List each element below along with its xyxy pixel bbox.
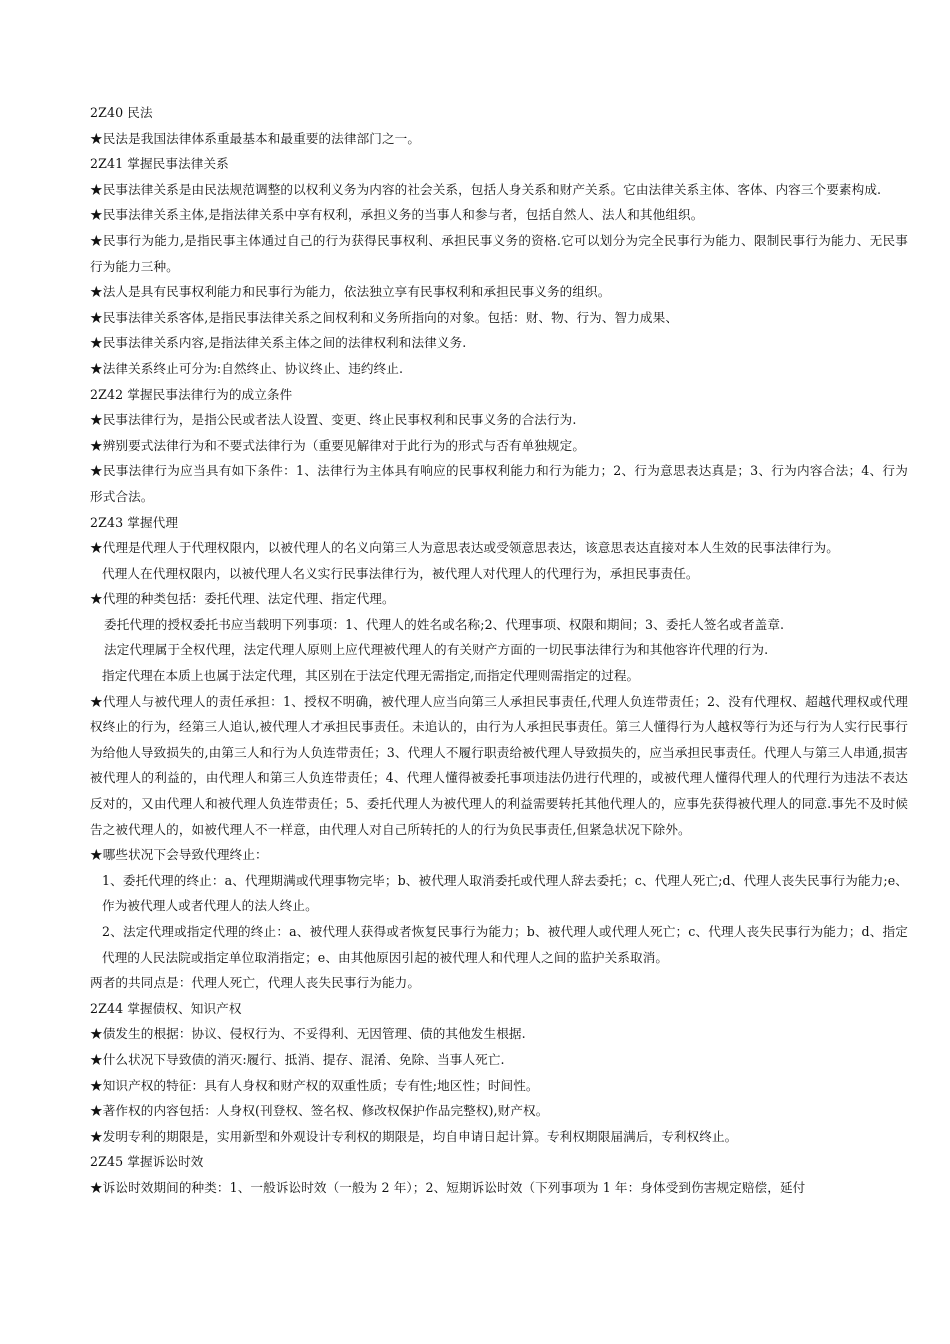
paragraph: ★民事法律关系主体,是指法律关系中享有权利，承担义务的当事人和参与者，包括自然人、法人和其他组织。 <box>90 207 704 223</box>
paragraph: 2、法定代理或指定代理的终止：a、被代理人获得或者恢复民事行为能力；b、被代理人或代理人死亡；c、代理人丧失民事行为能力；d、指定代理的人民法院或指定单位取消指定；e、由其他原因引起的被代理人和代理人之间的监护关系取消。 <box>102 924 908 965</box>
paragraph: ★诉讼时效期间的种类：1、一般诉讼时效（一般为 2 年）；2、短期诉讼时效（下列事项为 1 年：身体受到伤害规定赔偿，延付 <box>90 1179 806 1195</box>
paragraph: ★什么状况下导致债的消灭:履行、抵消、提存、混淆、免除、当事人死亡. <box>90 1051 505 1067</box>
paragraph: ★发明专利的期限是，实用新型和外观设计专利权的期限是，均自申请日起计算。专利权期限届满后，专利权终止。 <box>90 1128 738 1144</box>
paragraph: 两者的共同点是：代理人死亡，代理人丧失民事行为能力。 <box>90 975 421 991</box>
paragraph: ★法律关系终止可分为:自然终止、协议终止、违约终止. <box>90 360 404 376</box>
paragraph: ★民法是我国法律体系重最基本和最重要的法律部门之一。 <box>90 130 421 146</box>
paragraph: 1、委托代理的终止：a、代理期满或代理事物完毕；b、被代理人取消委托或代理人辞去委托；c、代理人死亡;d、代理人丧失民事行为能力;e、作为被代理人或者代理人的法人终止。 <box>102 872 908 914</box>
paragraph: 法定代理属于全权代理，法定代理人原则上应代理被代理人的有关财产方面的一切民事法律行为和其他容许代理的行为. <box>104 642 769 658</box>
section-heading-2z45: 2Z45 掌握诉讼时效 <box>90 1154 204 1170</box>
section-heading-2z42: 2Z42 掌握民事法律行为的成立条件 <box>90 386 293 402</box>
paragraph: ★辨别要式法律行为和不要式法律行为（重要见解律对于此行为的形式与否有单独规定。 <box>90 437 586 453</box>
paragraph: ★民事法律关系客体,是指民事法律关系之间权利和义务所指向的对象。包括：财、物、行为、智力成果、 <box>90 309 679 325</box>
section-heading-2z44: 2Z44 掌握债权、知识产权 <box>90 1000 242 1016</box>
paragraph: ★债发生的根据：协议、侵权行为、不妥得利、无因管理、债的其他发生根据. <box>90 1026 526 1042</box>
paragraph: 代理人在代理权限内，以被代理人名义实行民事法律行为，被代理人对代理人的代理行为，承担民事责任。 <box>102 565 699 581</box>
paragraph: ★代理人与被代理人的责任承担：1、授权不明确，被代理人应当向第三人承担民事责任,代理人负连带责任；2、没有代理权、超越代理权或代理权终止的行为，经第三人追认,被代理人才承担民事责任。未追认的，由行为人承担民事责任。第三人懂得行为人越权等行为还与行为人实行民事行为给他人导致损失的,由第三人和行为人负连带责任；3、代理人不履行职责给被代理人导致损失的，应当承担民事责任。代理人与第三人串通,损害被代理人的利益的，由代理人和第三人负连带责任；4、代理人懂得被委托事项违法仍进行代理的，或被代理人懂得代理人的代理行为违法不表达反对的，又由代理人和被代理人负连带责任；5、委托代理人为被代理人的利益需要转托其他代理人的，应事先获得被代理人的同意.事先不及时候告之被代理人的，如被代理人不一样意，由代理人对自己所转托的人的行为负民事责任,但紧急状况下除外。 <box>90 693 908 837</box>
paragraph: ★代理的种类包括：委托代理、法定代理、指定代理。 <box>90 591 395 607</box>
paragraph: ★知识产权的特征：具有人身权和财产权的双重性质；专有性;地区性；时间性。 <box>90 1077 539 1093</box>
paragraph: ★著作权的内容包括：人身权(刊登权、签名权、修改权保护作品完整权),财产权。 <box>90 1103 549 1119</box>
paragraph: ★哪些状况下会导致代理终止： <box>90 847 268 863</box>
paragraph: ★民事法律关系是由民法规范调整的以权利义务为内容的社会关系，包括人身关系和财产关系。它由法律关系主体、客体、内容三个要素构成. <box>90 181 882 197</box>
section-heading-2z41: 2Z41 掌握民事法律关系 <box>90 156 229 172</box>
document-page <box>90 100 908 1201</box>
paragraph: ★代理是代理人于代理权限内，以被代理人的名义向第三人为意思表达或受领意思表达，该意思表达直接对本人生效的民事法律行为。 <box>90 540 839 556</box>
paragraph: ★民事法律关系内容,是指法律关系主体之间的法律权利和法律义务. <box>90 335 467 351</box>
section-heading-2z43: 2Z43 掌握代理 <box>90 514 179 530</box>
paragraph: 委托代理的授权委托书应当载明下列事项：1、代理人的姓名或名称;2、代理事项、权限和期间；3、委托人签名或者盖章. <box>104 616 785 632</box>
paragraph: ★民事行为能力,是指民事主体通过自己的行为获得民事权利、承担民事义务的资格.它可以划分为完全民事行为能力、限制民事行为能力、无民事行为能力三种。 <box>90 232 908 274</box>
paragraph: ★法人是具有民事权利能力和民事行为能力，依法独立享有民事权利和承担民事义务的组织。 <box>90 284 611 300</box>
section-heading-2z40: 2Z40 民法 <box>90 105 153 120</box>
paragraph: 指定代理在本质上也属于法定代理，其区别在于法定代理无需指定,而指定代理则需指定的过程。 <box>102 668 640 684</box>
paragraph: ★民事法律行为应当具有如下条件：1、法律行为主体具有响应的民事权利能力和行为能力；2、行为意思表达真是；3、行为内容合法；4、行为形式合法。 <box>90 463 908 504</box>
paragraph: ★民事法律行为，是指公民或者法人设置、变更、终止民事权利和民事义务的合法行为. <box>90 412 577 428</box>
